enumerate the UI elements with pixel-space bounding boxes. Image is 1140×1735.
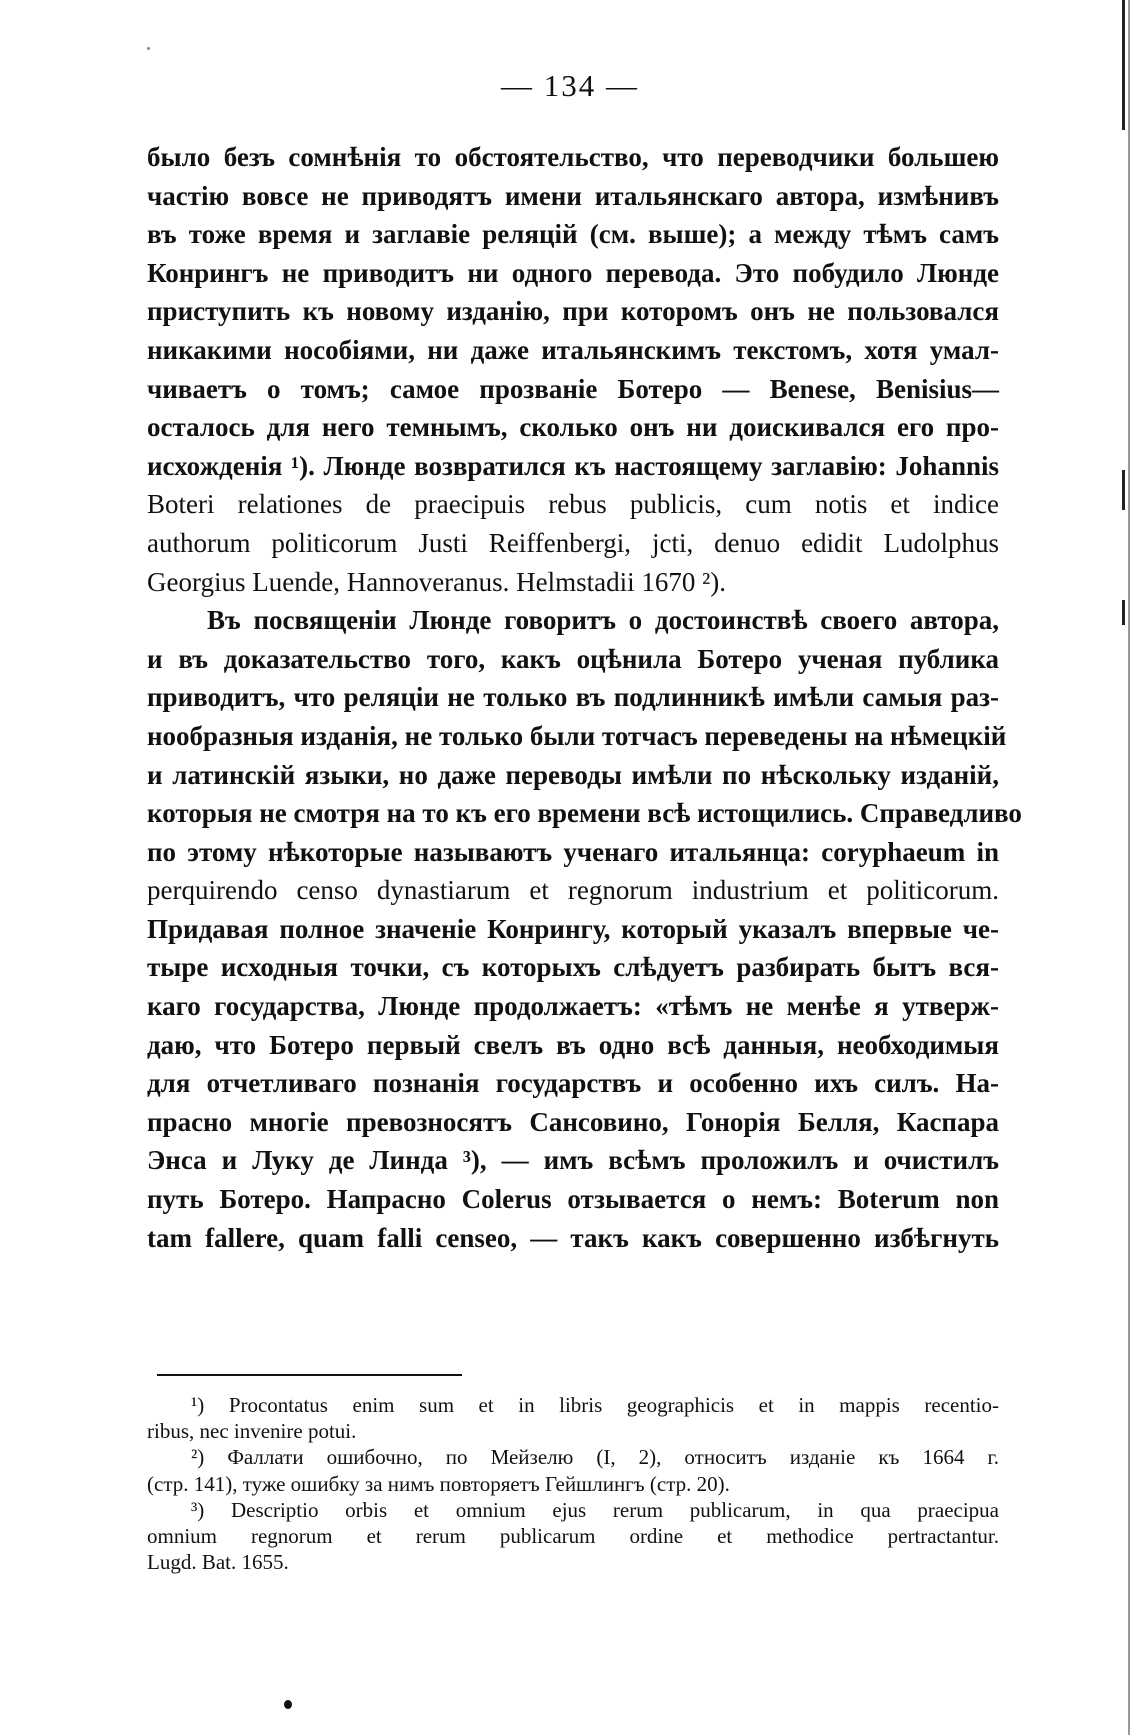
text-line: частію вовсе не приводятъ имени итальянскаго автора, измѣнивъ xyxy=(147,180,999,211)
page-edge-shadow xyxy=(1128,0,1130,1735)
paragraph-start-line: Въ посвященіи Люнде говоритъ о достоинствѣ своего автора, xyxy=(207,605,999,636)
text-line: нообразныя изданія, не только были тотчасъ переведены на нѣмецкій xyxy=(147,720,1007,751)
text-line: Boteri relationes de praecipuis rebus publicis, cum notis et indice xyxy=(147,489,999,520)
footnote-separator xyxy=(157,1374,462,1376)
text-line: perquirendo censo dynastiarum et regnorum industrium et politicorum. xyxy=(147,875,999,906)
text-line: даю, что Ботеро первый свелъ въ одно всѣ данныя, необходимыя xyxy=(147,1029,999,1060)
footnote-line: omnium regnorum et rerum publicarum ordine et methodice pertractantur. xyxy=(147,1523,999,1548)
text-line: и латинскій языки, но даже переводы имѣли по нѣскольку изданій, xyxy=(147,759,999,790)
scan-speck xyxy=(147,47,150,50)
text-line: каго государства, Люнде продолжаетъ: «тѣмъ не менѣе я утверж- xyxy=(147,991,999,1022)
footnote-line: Lugd. Bat. 1655. xyxy=(147,1550,289,1575)
text-line: осталось для него темнымъ, сколько онъ ни доискивался его про- xyxy=(147,412,999,443)
footnote-line: ¹) Procontatus enim sum et in libris geographicis et in mappis recentio- xyxy=(191,1393,999,1417)
text-line: никакими нособіями, ни даже итальянскимъ текстомъ, хотя умал- xyxy=(147,334,999,365)
text-line: для отчетливаго познанія государствъ и особенно ихъ силъ. На- xyxy=(147,1068,999,1099)
text-line: по этому нѣкоторые называютъ ученаго итальянца: coryphaeum in xyxy=(147,836,999,867)
footnote-line: ³) Descriptio orbis et omnium ejus rerum publicarum, in qua praecipua xyxy=(191,1497,999,1522)
text-line: приводитъ, что реляціи не только въ подлинникѣ имѣли самыя раз- xyxy=(147,682,999,713)
footnote-line: ²) Фаллати ошибочно, по Мейзелю (I, 2), относитъ изданіе къ 1664 г. xyxy=(191,1445,999,1470)
footnote-line: ribus, nec invenire potui. xyxy=(147,1419,357,1444)
text-line: Georgius Luende, Hannoveranus. Helmstadii 1670 ²). xyxy=(147,566,726,597)
page-edge-mark xyxy=(1122,0,1125,130)
text-line: authorum politicorum Justi Reiffenbergi, jcti, denuo edidit Ludolphus xyxy=(147,527,999,558)
page-number: — 134 — xyxy=(501,68,639,103)
text-line: было безъ сомнѣнія то обстоятельство, что переводчики большею xyxy=(147,142,999,172)
footnote-line: (стр. 141), туже ошибку за нимъ повторяетъ Гейшлингъ (стр. 20). xyxy=(147,1471,730,1496)
body-text xyxy=(147,138,1022,1257)
ink-dot xyxy=(284,1700,292,1709)
text-line: и въ доказательство того, какъ оцѣнила Ботеро ученая публика xyxy=(147,643,999,674)
text-line: чиваетъ о томъ; самое прозваніе Ботеро — Benese, Benisius— xyxy=(147,373,999,404)
text-line: путь Ботеро. Напрасно Colerus отзывается о немъ: Boterum non xyxy=(147,1184,999,1215)
text-line: въ тоже время и заглавіе реляцій (см. выше); а между тѣмъ самъ xyxy=(147,219,999,250)
footnotes xyxy=(147,1392,999,1575)
text-line: которыя не смотря на то къ его времени всѣ истощились. Справедливо xyxy=(147,798,1022,829)
text-line: Придавая полное значеніе Конрингу, который указалъ впервые че- xyxy=(147,913,999,944)
text-line: прасно многіе превозносятъ Сансовино, Гонорія Белля, Каспара xyxy=(147,1106,999,1137)
text-line: тыре исходныя точки, съ которыхъ слѣдуетъ разбирать бытъ вся- xyxy=(147,952,999,983)
text-line: Энса и Луку де Линда ³), — имъ всѣмъ проложилъ и очистилъ xyxy=(147,1145,999,1176)
text-line: приступить къ новому изданію, при которомъ онъ не пользовался xyxy=(147,296,999,327)
page-edge-mark xyxy=(1122,470,1125,510)
text-line: исхожденія ¹). Люнде возвратился къ настоящему заглавію: Johannis xyxy=(147,450,999,481)
page-edge-mark xyxy=(1122,600,1125,625)
text-line: Конрингъ не приводитъ ни одного перевода. Это побудило Люнде xyxy=(147,257,999,288)
text-line: tam fallere, quam falli censeo, — такъ какъ совершенно избѣгнуть xyxy=(147,1222,999,1253)
